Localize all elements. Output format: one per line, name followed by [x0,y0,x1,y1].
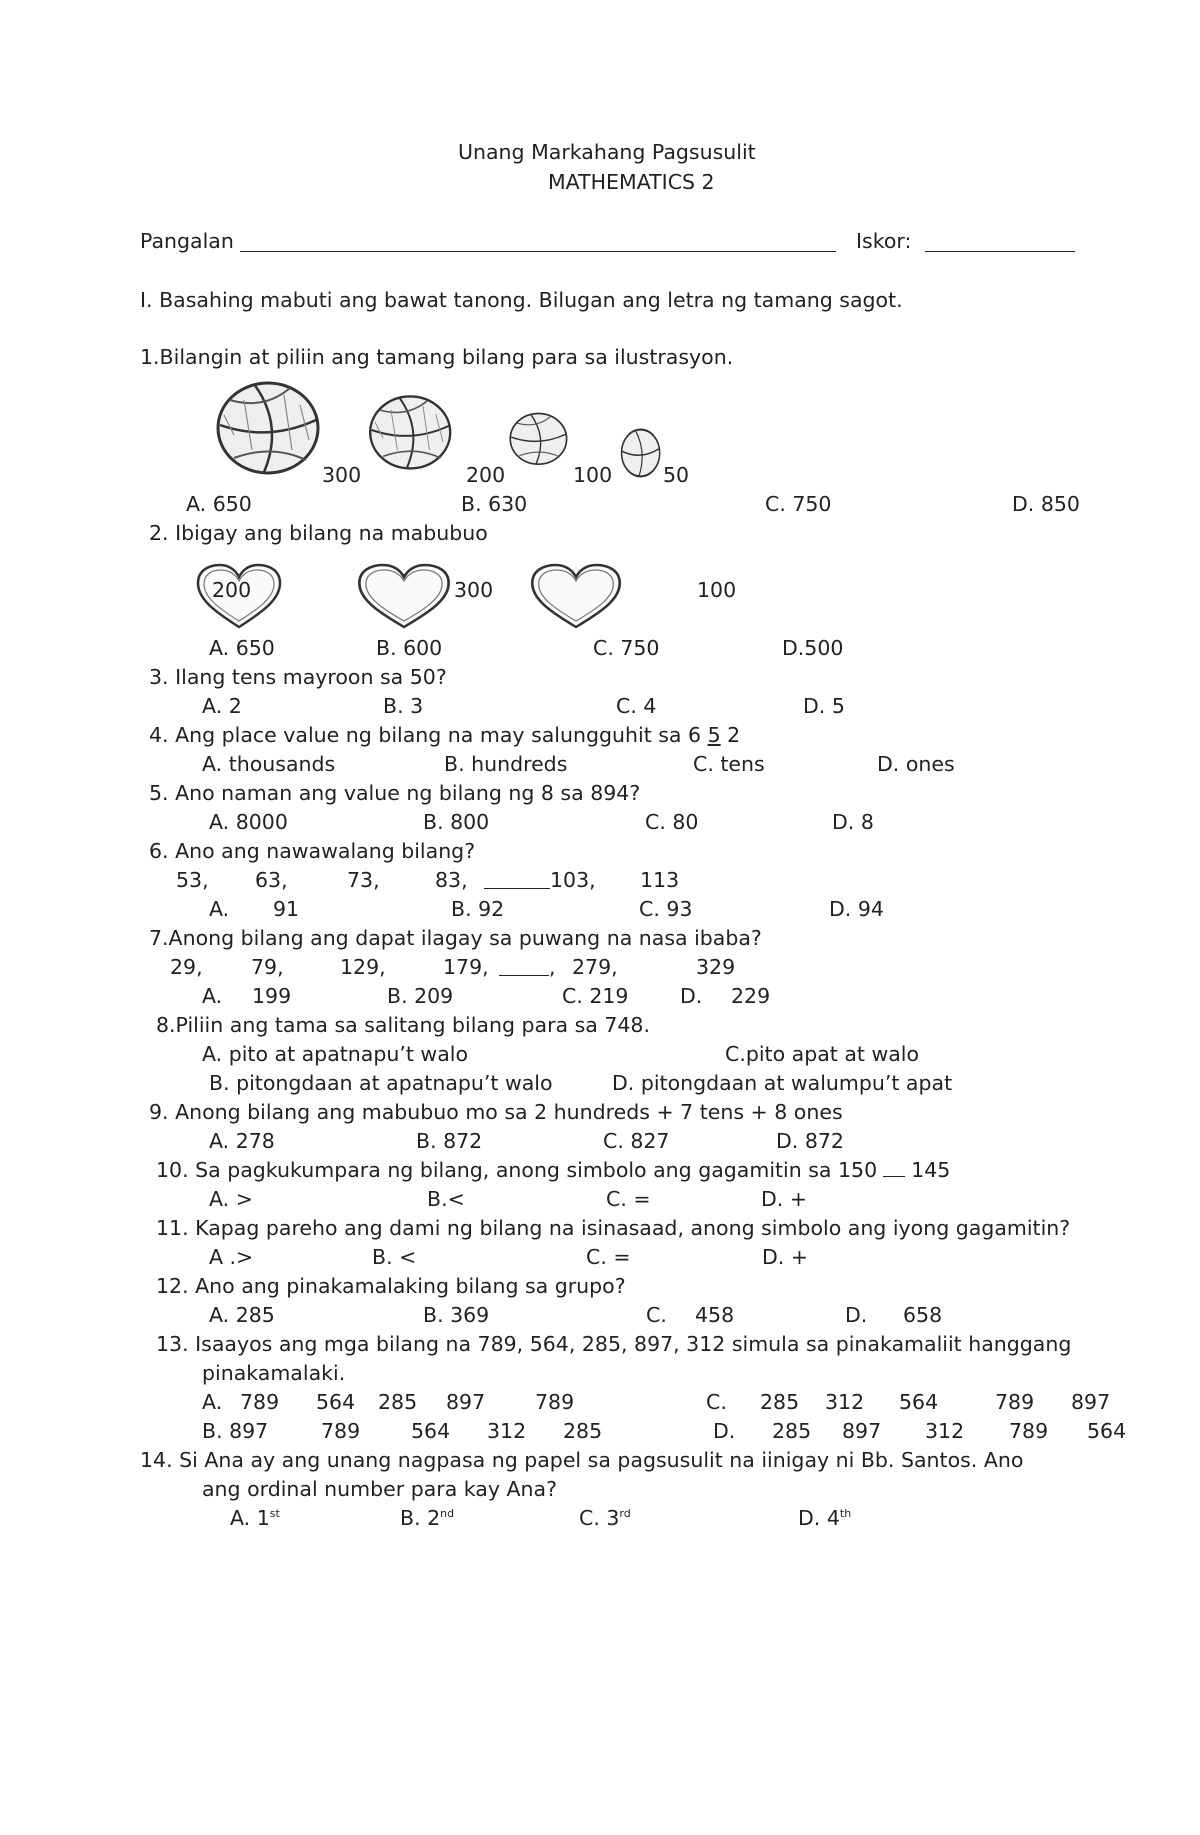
q13-a-num-3: 285 [378,1390,418,1414]
q12-question: 12. Ano ang pinakamalaking bilang sa grupo? [156,1274,626,1298]
score-blank-line[interactable] [925,251,1075,252]
q4-choice-c[interactable]: C. tens [693,752,765,776]
basketball-icon-medium [367,393,455,475]
ball-value-1: 300 [322,463,362,487]
q14-question-line2: ang ordinal number para kay Ana? [202,1477,557,1501]
q5-choice-d[interactable]: D. 8 [832,810,874,834]
q6-seq-4: 83, [435,868,468,892]
q7-seq-2: 79, [251,955,284,979]
q3-choice-b[interactable]: B. 3 [383,694,424,718]
q13-b-num-2: 789 [321,1419,361,1443]
q1-choice-b[interactable]: B. 630 [461,492,528,516]
q6-choice-c[interactable]: C. 93 [639,897,693,921]
subject-title: MATHEMATICS 2 [548,170,715,194]
q9-choice-c[interactable]: C. 827 [603,1129,670,1153]
q8-choice-b[interactable]: B. pitongdaan at apatnapu’t walo [209,1071,553,1095]
q14-choice-b[interactable]: B. 2nd [400,1506,455,1530]
q13-d-num-1: 285 [772,1419,812,1443]
q9-choice-b[interactable]: B. 872 [416,1129,483,1153]
q13-c-num-5: 897 [1071,1390,1111,1414]
q7-seq-comma: , [549,955,556,979]
q6-choice-d[interactable]: D. 94 [829,897,884,921]
q10-choice-b[interactable]: B.< [427,1187,465,1211]
q3-choice-a[interactable]: A. 2 [202,694,242,718]
q1-choice-d[interactable]: D. 850 [1012,492,1080,516]
q9-choice-d[interactable]: D. 872 [776,1129,844,1153]
ball-value-4: 50 [663,463,690,487]
q9-choice-a[interactable]: A. 278 [209,1129,275,1153]
heart-icon-3 [528,563,624,631]
q7-choice-b[interactable]: B. 209 [387,984,454,1008]
q13-c-num-4: 789 [995,1390,1035,1414]
q14-choice-c[interactable]: C. 3rd [579,1506,631,1530]
heart-value-2: 300 [454,578,494,602]
q13-b-num-4: 312 [487,1419,527,1443]
q5-choice-a[interactable]: A. 8000 [209,810,288,834]
q6-seq-1: 53, [176,868,209,892]
q1-choice-a[interactable]: A. 650 [186,492,252,516]
q13-choice-c-label[interactable]: C. [706,1390,727,1414]
q6-choice-b[interactable]: B. 92 [451,897,505,921]
q6-seq-5: 103, [550,868,596,892]
heart-value-3: 100 [697,578,737,602]
q10-choice-a[interactable]: A. > [209,1187,253,1211]
q7-seq-5: 279, [572,955,618,979]
q11-choice-b[interactable]: B. < [372,1245,417,1269]
q6-answer-blank[interactable] [484,888,550,889]
q4-question: 4. Ang place value ng bilang na may salungguhit sa 6 5 2 [149,723,741,747]
heart-icon-2 [355,563,453,631]
q10-answer-blank[interactable] [883,1162,905,1177]
q13-a-num-2: 564 [316,1390,356,1414]
q7-seq-6: 329 [696,955,736,979]
q12-choice-d-value[interactable]: 658 [903,1303,943,1327]
q13-choice-b-label[interactable]: B. 897 [202,1419,269,1443]
q3-choice-c[interactable]: C. 4 [616,694,657,718]
q13-a-num-4: 897 [446,1390,486,1414]
q6-seq-2: 63, [255,868,288,892]
q4-choice-a[interactable]: A. thousands [202,752,336,776]
q13-choice-a-label[interactable]: A. [202,1390,223,1414]
q4-choice-d[interactable]: D. ones [877,752,955,776]
q13-d-num-4: 789 [1009,1419,1049,1443]
name-blank-line[interactable] [240,251,836,252]
document-title: Unang Markahang Pagsusulit [458,140,756,164]
q8-question: 8.Piliin ang tama sa salitang bilang para sa 748. [156,1013,650,1037]
q11-question: 11. Kapag pareho ang dami ng bilang na isinasaad, anong simbolo ang iyong gagamitin? [156,1216,1071,1240]
q7-choice-d-value[interactable]: 229 [731,984,771,1008]
q8-choice-a[interactable]: A. pito at apatnapu’t walo [202,1042,468,1066]
q12-choice-b[interactable]: B. 369 [423,1303,490,1327]
q11-choice-c[interactable]: C. = [586,1245,631,1269]
q12-choice-c-value[interactable]: 458 [695,1303,735,1327]
q2-question: 2. Ibigay ang bilang na mabubuo [149,521,488,545]
q13-choice-d-label[interactable]: D. [713,1419,736,1443]
q12-choice-a[interactable]: A. 285 [209,1303,275,1327]
q2-choice-c[interactable]: C. 750 [593,636,660,660]
q5-question: 5. Ano naman ang value ng bilang ng 8 sa 894? [149,781,641,805]
q6-choice-a-label[interactable]: A. [209,897,230,921]
q13-c-num-1: 285 [760,1390,800,1414]
q10-choice-c[interactable]: C. = [606,1187,651,1211]
q13-b-num-3: 564 [411,1419,451,1443]
q14-choice-a[interactable]: A. 1st [230,1506,280,1530]
q6-seq-3: 73, [347,868,380,892]
q13-c-num-2: 312 [825,1390,865,1414]
instructions: I. Basahing mabuti ang bawat tanong. Bilugan ang letra ng tamang sagot. [140,288,903,312]
q13-a-num-5: 789 [535,1390,575,1414]
q7-choice-a-value[interactable]: 199 [252,984,292,1008]
basketball-icon-large [214,380,324,480]
q6-seq-6: 113 [640,868,680,892]
basketball-icon-small [508,411,570,469]
q7-choice-d-label[interactable]: D. [680,984,703,1008]
q9-question: 9. Anong bilang ang mabubuo mo sa 2 hundreds + 7 tens + 8 ones [149,1100,843,1124]
q6-question: 6. Ano ang nawawalang bilang? [149,839,476,863]
q7-seq-4: 179, [443,955,489,979]
q7-question: 7.Anong bilang ang dapat ilagay sa puwang na nasa ibaba? [149,926,762,950]
ball-value-3: 100 [573,463,613,487]
q13-d-num-3: 312 [925,1419,965,1443]
q3-choice-d[interactable]: D. 5 [803,694,845,718]
q10-choice-d[interactable]: D. + [761,1187,807,1211]
q4-underlined-digit: 5 [707,723,721,747]
q13-question-line1: 13. Isaayos ang mga bilang na 789, 564, 285, 897, 312 simula sa pinakamaliit hanggang [156,1332,1072,1356]
q12-choice-c-label[interactable]: C. [646,1303,667,1327]
q14-choice-d[interactable]: D. 4th [798,1506,852,1530]
q6-choice-a-value[interactable]: 91 [273,897,300,921]
q2-choice-d[interactable]: D.500 [782,636,844,660]
q2-choice-a[interactable]: A. 650 [209,636,275,660]
q11-choice-a[interactable]: A .> [209,1245,254,1269]
q10-question: 10. Sa pagkukumpara ng bilang, anong simbolo ang gagamitin sa 150 145 [156,1158,951,1182]
q4-choice-b[interactable]: B. hundreds [444,752,568,776]
q11-choice-d[interactable]: D. + [762,1245,808,1269]
q13-c-num-3: 564 [899,1390,939,1414]
q13-b-num-5: 285 [563,1419,603,1443]
score-label: Iskor: [856,229,912,253]
q7-seq-1: 29, [170,955,203,979]
q7-choice-a-label[interactable]: A. [202,984,223,1008]
basketball-icon-tiny [620,428,662,480]
q8-choice-d[interactable]: D. pitongdaan at walumpu’t apat [612,1071,953,1095]
q7-answer-blank[interactable] [499,975,549,976]
q2-choice-b[interactable]: B. 600 [376,636,443,660]
q8-choice-c[interactable]: C.pito apat at walo [725,1042,920,1066]
q14-question-line1: 14. Si Ana ay ang unang nagpasa ng papel sa pagsusulit na iinigay ni Bb. Santos. Ano [140,1448,1024,1472]
q1-choice-c[interactable]: C. 750 [765,492,832,516]
q13-d-num-5: 564 [1087,1419,1127,1443]
q5-choice-c[interactable]: C. 80 [645,810,699,834]
q7-seq-3: 129, [340,955,386,979]
q13-d-num-2: 897 [842,1419,882,1443]
q3-question: 3. Ilang tens mayroon sa 50? [149,665,447,689]
q13-a-num-1: 789 [240,1390,280,1414]
q7-choice-c[interactable]: C. 219 [562,984,629,1008]
heart-value-1: 200 [212,578,252,602]
q13-question-line2: pinakamalaki. [202,1361,346,1385]
q1-question: 1.Bilangin at piliin ang tamang bilang para sa ilustrasyon. [140,345,734,369]
q12-choice-d-label[interactable]: D. [845,1303,868,1327]
name-label: Pangalan [140,229,234,253]
ball-value-2: 200 [466,463,506,487]
q5-choice-b[interactable]: B. 800 [423,810,490,834]
